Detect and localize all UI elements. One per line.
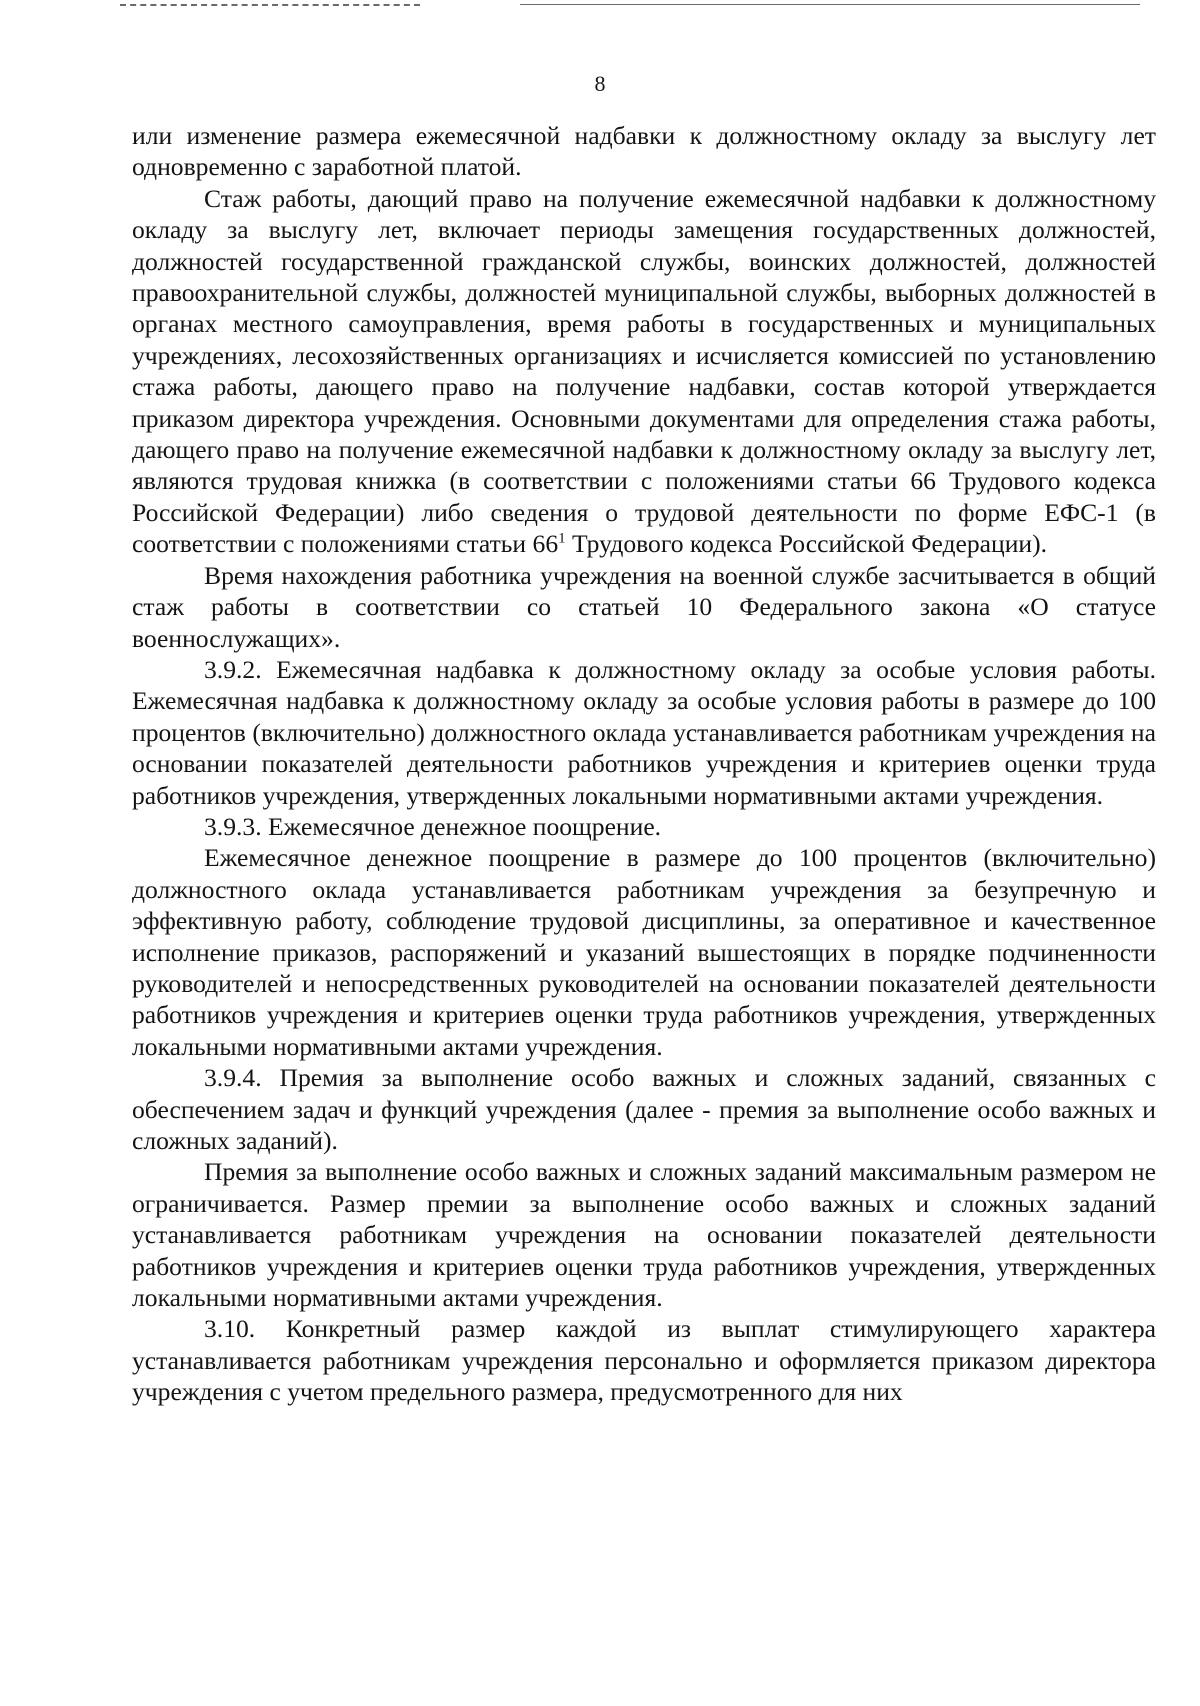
document-body	[132, 120, 1156, 1408]
paragraph-seniority-tail: Трудового кодекса Российской Федерации).	[565, 529, 1048, 559]
paragraph-3-9-4-bonus-important-tasks: 3.9.4. Премия за выполнение особо важных и сложных заданий, связанных с обеспечением задач и функций учреждения (далее - премия за выполнение особо важных и сложных заданий).	[132, 1063, 1156, 1155]
superscript-article-number: 1	[558, 530, 566, 547]
scan-top-rule-right	[520, 4, 1140, 5]
paragraph-monthly-incentive: Ежемесячное денежное поощрение в размере до 100 процентов (включительно) должностного оклада устанавливается работникам учреждения за безупречную и эффективную работу, соблюдение трудовой дисциплины, за оперативное и качественное исполнение приказов, распоряжений и указаний вышестоящих в порядке подчиненности руководителей и непосредственных руководителей на основании показателей деятельности работников учреждения и критериев оценки труда работников учреждения, утвержденных локальными нормативными актами учреждения.	[132, 843, 1156, 1061]
paragraph-bonus-size: Премия за выполнение особо важных и сложных заданий максимальным размером не ограничивается. Размер премии за выполнение особо важных и сложных заданий устанавливается работникам учреждения на основании показателей деятельности работников учреждения и критериев оценки труда работников учреждения, утвержденных локальными нормативными актами учреждения.	[132, 1157, 1156, 1313]
heading-3-9-3-monthly-incentive: 3.9.3. Ежемесячное денежное поощрение.	[204, 811, 662, 841]
paragraph-3-10-specific-amount: 3.10. Конкретный размер каждой из выплат стимулирующего характера устанавливается работникам учреждения персонально и оформляется приказом директора учреждения с учетом предельного размера, предусмотренного для них	[132, 1314, 1156, 1407]
paragraph-continuation: или изменение размера ежемесячной надбавки к должностному окладу за выслугу лет одновременно с заработной платой.	[132, 121, 1156, 182]
scan-top-rule-left	[120, 4, 420, 6]
page-number: 8	[594, 71, 606, 96]
paragraph-seniority-experience	[132, 183, 1156, 560]
paragraph-seniority-text: Стаж работы, дающий право на получение ежемесячной надбавки к должностному окладу за выслугу лет, включает периоды замещения государственных должностей, должностей государственной гражданской службы, воинских должностей, должностей правоохранительной службы, должностей муниципальной службы, выборных должностей в органах местного самоуправления, время работы в государственных и муниципальных учреждениях, лесохозяйственных организациях и исчисляется комиссией по установлению стажа работы, дающего право на получение надбавки, состав которой утверждается приказом директора учреждения. Основными документами для определения стажа работы, дающего право на получение ежемесячной надбавки к должностному окладу за выслугу лет, являются трудовая книжка (в соответствии с положениями статьи 66 Трудового кодекса Российской Федерации) либо сведения о трудовой деятельности по форме ЕФС-1 (в соответствии с положениями статьи 66	[132, 183, 1156, 559]
paragraph-military-service: Время нахождения работника учреждения на военной службе засчитывается в общий стаж работы в соответствии со статьей 10 Федерального закона «О статусе военнослужащих».	[132, 560, 1156, 653]
paragraph-3-9-2-special-conditions: 3.9.2. Ежемесячная надбавка к должностному окладу за особые условия работы. Ежемесячная надбавка к должностному окладу за особые условия работы в размере до 100 процентов (включительно) должностного оклада устанавливается работникам учреждения на основании показателей деятельности работников учреждения и критериев оценки труда работников учреждения, утвержденных локальными нормативными актами учреждения.	[132, 654, 1156, 810]
